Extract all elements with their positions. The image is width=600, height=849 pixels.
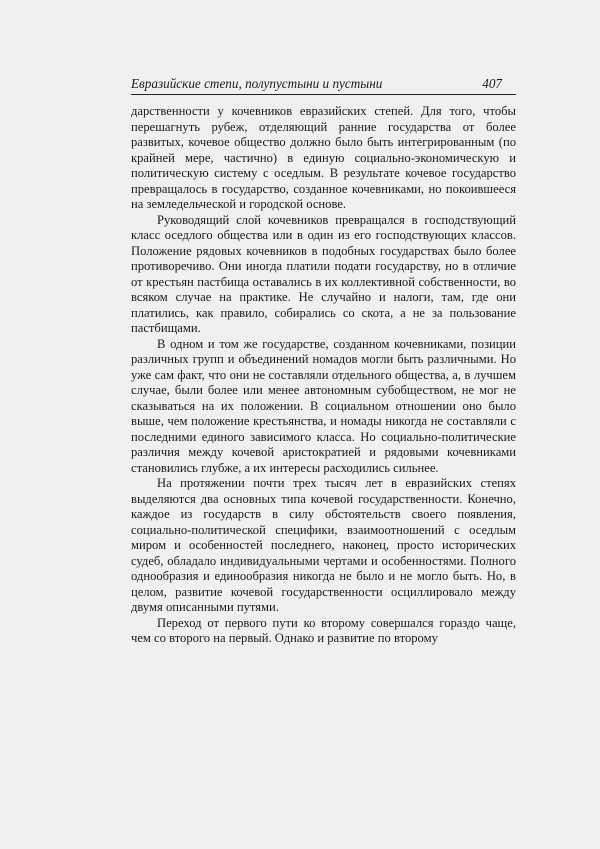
- body-text: [131, 104, 516, 647]
- paragraph: В одном и том же государстве, созданном кочевниками, позиции различных групп и объединений номадов могли быть различными. Но уже сам факт, что они не составляли отдельного общества, а, в лучшем случае, были более или менее автономным субобществом, не мог не сказываться на их положении. В социальном отношении оно было выше, чем положение крестьянства, и номады никогда не составляли с последними единого зависимого класса. Но социально-политические различия между кочевой аристократией и рядовыми кочевниками становились глубже, а их интересы расходились сильнее.: [131, 336, 516, 475]
- paragraph: На протяжении почти трех тысяч лет в евразийских степях выделяются два основных типа кочевой государственности. Конечно, каждое из государств в силу обстоятельств своего появления, социально-политической специфики, взаимоотношений с оседлым миром и особенностей последнего, наконец, просто исторических судеб, обладало индивидуальными чертами и особенностями. Полного однообразия и единообразия никогда не было и не могло быть. Но, в целом, развитие кочевой государственности осциллировало между двумя описанными путями.: [131, 476, 516, 614]
- running-title: Евразийские степи, полупустыни и пустыни: [131, 76, 383, 91]
- paragraph: Переход от первого пути ко второму совершался гораздо чаще, чем со второго на первый. Однако и развитие по второму: [131, 615, 516, 645]
- page-number: 407: [482, 76, 502, 91]
- paragraph: Руководящий слой кочевников превращался в господствующий класс оседлого общества или в один из его господствующих классов. Положение рядовых кочевников в подобных государствах было более противоречиво. Они иногда платили подати государству, но в отличие от крестьян пастбища оставались в их коллективной собственности, во всяком случае на практике. Не случайно и налоги, там, где они платились, как правило, собирались со скота, а не за пользование пастбищами.: [131, 212, 516, 335]
- paragraph: дарственности у кочевников евразийских степей. Для того, чтобы перешагнуть рубеж, отделяющий ранние государства от более развитых, кочевое общество должно было быть интегрированным (по крайней мере, частично) в единую социально-экономическую и политическую систему с оседлым. В результате кочевое государство превращалось в государство, созданное кочевниками, но покоившееся на земледельческой и городской основе.: [131, 104, 516, 211]
- running-header: [131, 72, 516, 95]
